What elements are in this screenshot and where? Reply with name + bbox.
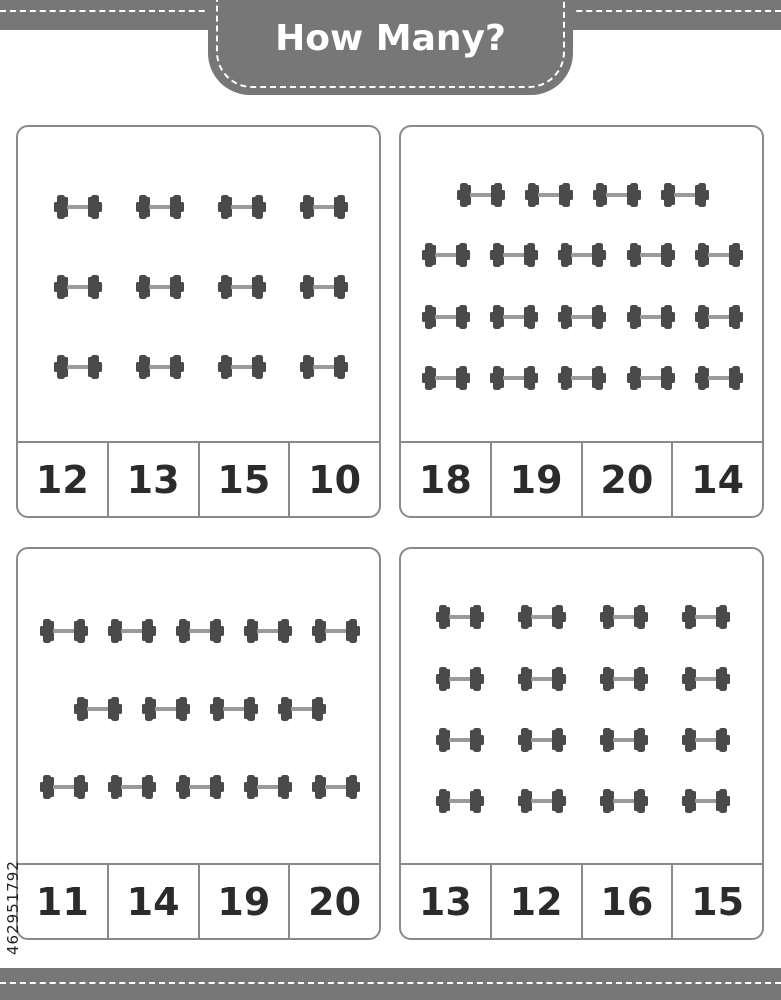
page-title: How Many? — [275, 18, 506, 59]
dumbbell-icon — [278, 694, 326, 724]
dumbbell-icon — [695, 363, 743, 393]
dumbbell-icon — [558, 302, 606, 332]
answer-row — [401, 441, 762, 516]
dumbbell-icon — [176, 616, 224, 646]
dumbbell-icon — [300, 192, 348, 222]
dumbbell-icon — [422, 363, 470, 393]
title-tab — [208, 0, 573, 95]
dumbbell-icon — [600, 725, 648, 755]
answer-option[interactable]: 20 — [581, 443, 672, 516]
dumbbell-icon — [422, 302, 470, 332]
dumbbell-icon — [600, 786, 648, 816]
answer-option[interactable]: 12 — [35, 457, 89, 502]
panel-top-right — [399, 125, 764, 518]
dumbbell-icon — [518, 786, 566, 816]
dumbbell-picture-area — [401, 127, 762, 445]
dumbbell-icon — [136, 192, 184, 222]
answer-option[interactable]: 11 — [35, 879, 89, 924]
dumbbell-icon — [218, 352, 266, 382]
dumbbell-icon — [54, 272, 102, 302]
answer-option[interactable]: 13 — [107, 443, 198, 516]
dumbbell-icon — [54, 352, 102, 382]
dumbbell-icon — [176, 772, 224, 802]
dumbbell-icon — [600, 664, 648, 694]
dumbbell-icon — [142, 694, 190, 724]
dumbbell-icon — [108, 772, 156, 802]
dumbbell-icon — [518, 664, 566, 694]
dumbbell-icon — [695, 302, 743, 332]
dumbbell-icon — [218, 192, 266, 222]
dumbbell-icon — [518, 725, 566, 755]
dumbbell-icon — [300, 352, 348, 382]
dumbbell-icon — [312, 772, 360, 802]
answer-option[interactable]: 16 — [581, 865, 672, 938]
dumbbell-icon — [40, 772, 88, 802]
answer-option[interactable]: 18 — [418, 457, 472, 502]
dumbbell-icon — [244, 772, 292, 802]
answer-option[interactable]: 14 — [671, 443, 762, 516]
dumbbell-icon — [108, 616, 156, 646]
dumbbell-icon — [74, 694, 122, 724]
dumbbell-icon — [525, 180, 573, 210]
panel-bottom-left — [16, 547, 381, 940]
answer-option[interactable]: 15 — [198, 443, 289, 516]
dumbbell-icon — [627, 363, 675, 393]
dumbbell-picture-area — [18, 127, 379, 445]
dumbbell-icon — [312, 616, 360, 646]
dumbbell-icon — [695, 240, 743, 270]
dumbbell-icon — [682, 664, 730, 694]
answer-option[interactable]: 10 — [288, 443, 379, 516]
answer-option[interactable]: 20 — [288, 865, 379, 938]
dumbbell-icon — [558, 240, 606, 270]
dumbbell-icon — [136, 272, 184, 302]
dumbbell-icon — [436, 786, 484, 816]
dumbbell-icon — [244, 616, 292, 646]
dumbbell-icon — [457, 180, 505, 210]
answer-option[interactable]: 15 — [671, 865, 762, 938]
dumbbell-icon — [490, 240, 538, 270]
dumbbell-icon — [627, 240, 675, 270]
dumbbell-icon — [682, 725, 730, 755]
answer-option[interactable]: 13 — [418, 879, 472, 924]
answer-option[interactable]: 12 — [490, 865, 581, 938]
dumbbell-icon — [627, 302, 675, 332]
dumbbell-icon — [136, 352, 184, 382]
answer-row — [401, 863, 762, 938]
dumbbell-icon — [600, 602, 648, 632]
dumbbell-icon — [518, 602, 566, 632]
dumbbell-icon — [218, 272, 266, 302]
bottom-band — [0, 968, 781, 1000]
dumbbell-icon — [436, 725, 484, 755]
answer-row — [18, 441, 379, 516]
dumbbell-icon — [558, 363, 606, 393]
dumbbell-icon — [661, 180, 709, 210]
panel-top-left — [16, 125, 381, 518]
dumbbell-icon — [436, 602, 484, 632]
bottom-stitch-line — [0, 982, 781, 984]
dumbbell-icon — [682, 602, 730, 632]
dumbbell-icon — [593, 180, 641, 210]
dumbbell-icon — [40, 616, 88, 646]
answer-option[interactable]: 19 — [198, 865, 289, 938]
answer-option[interactable]: 19 — [490, 443, 581, 516]
answer-option[interactable]: 14 — [107, 865, 198, 938]
answer-row — [18, 863, 379, 938]
dumbbell-icon — [682, 786, 730, 816]
dumbbell-icon — [490, 302, 538, 332]
dumbbell-picture-area — [18, 549, 379, 867]
panel-bottom-right — [399, 547, 764, 940]
dumbbell-picture-area — [401, 549, 762, 867]
dumbbell-icon — [490, 363, 538, 393]
dumbbell-icon — [422, 240, 470, 270]
dumbbell-icon — [54, 192, 102, 222]
side-id-label: 462951792 — [4, 860, 22, 955]
dumbbell-icon — [300, 272, 348, 302]
dumbbell-icon — [210, 694, 258, 724]
dumbbell-icon — [436, 664, 484, 694]
